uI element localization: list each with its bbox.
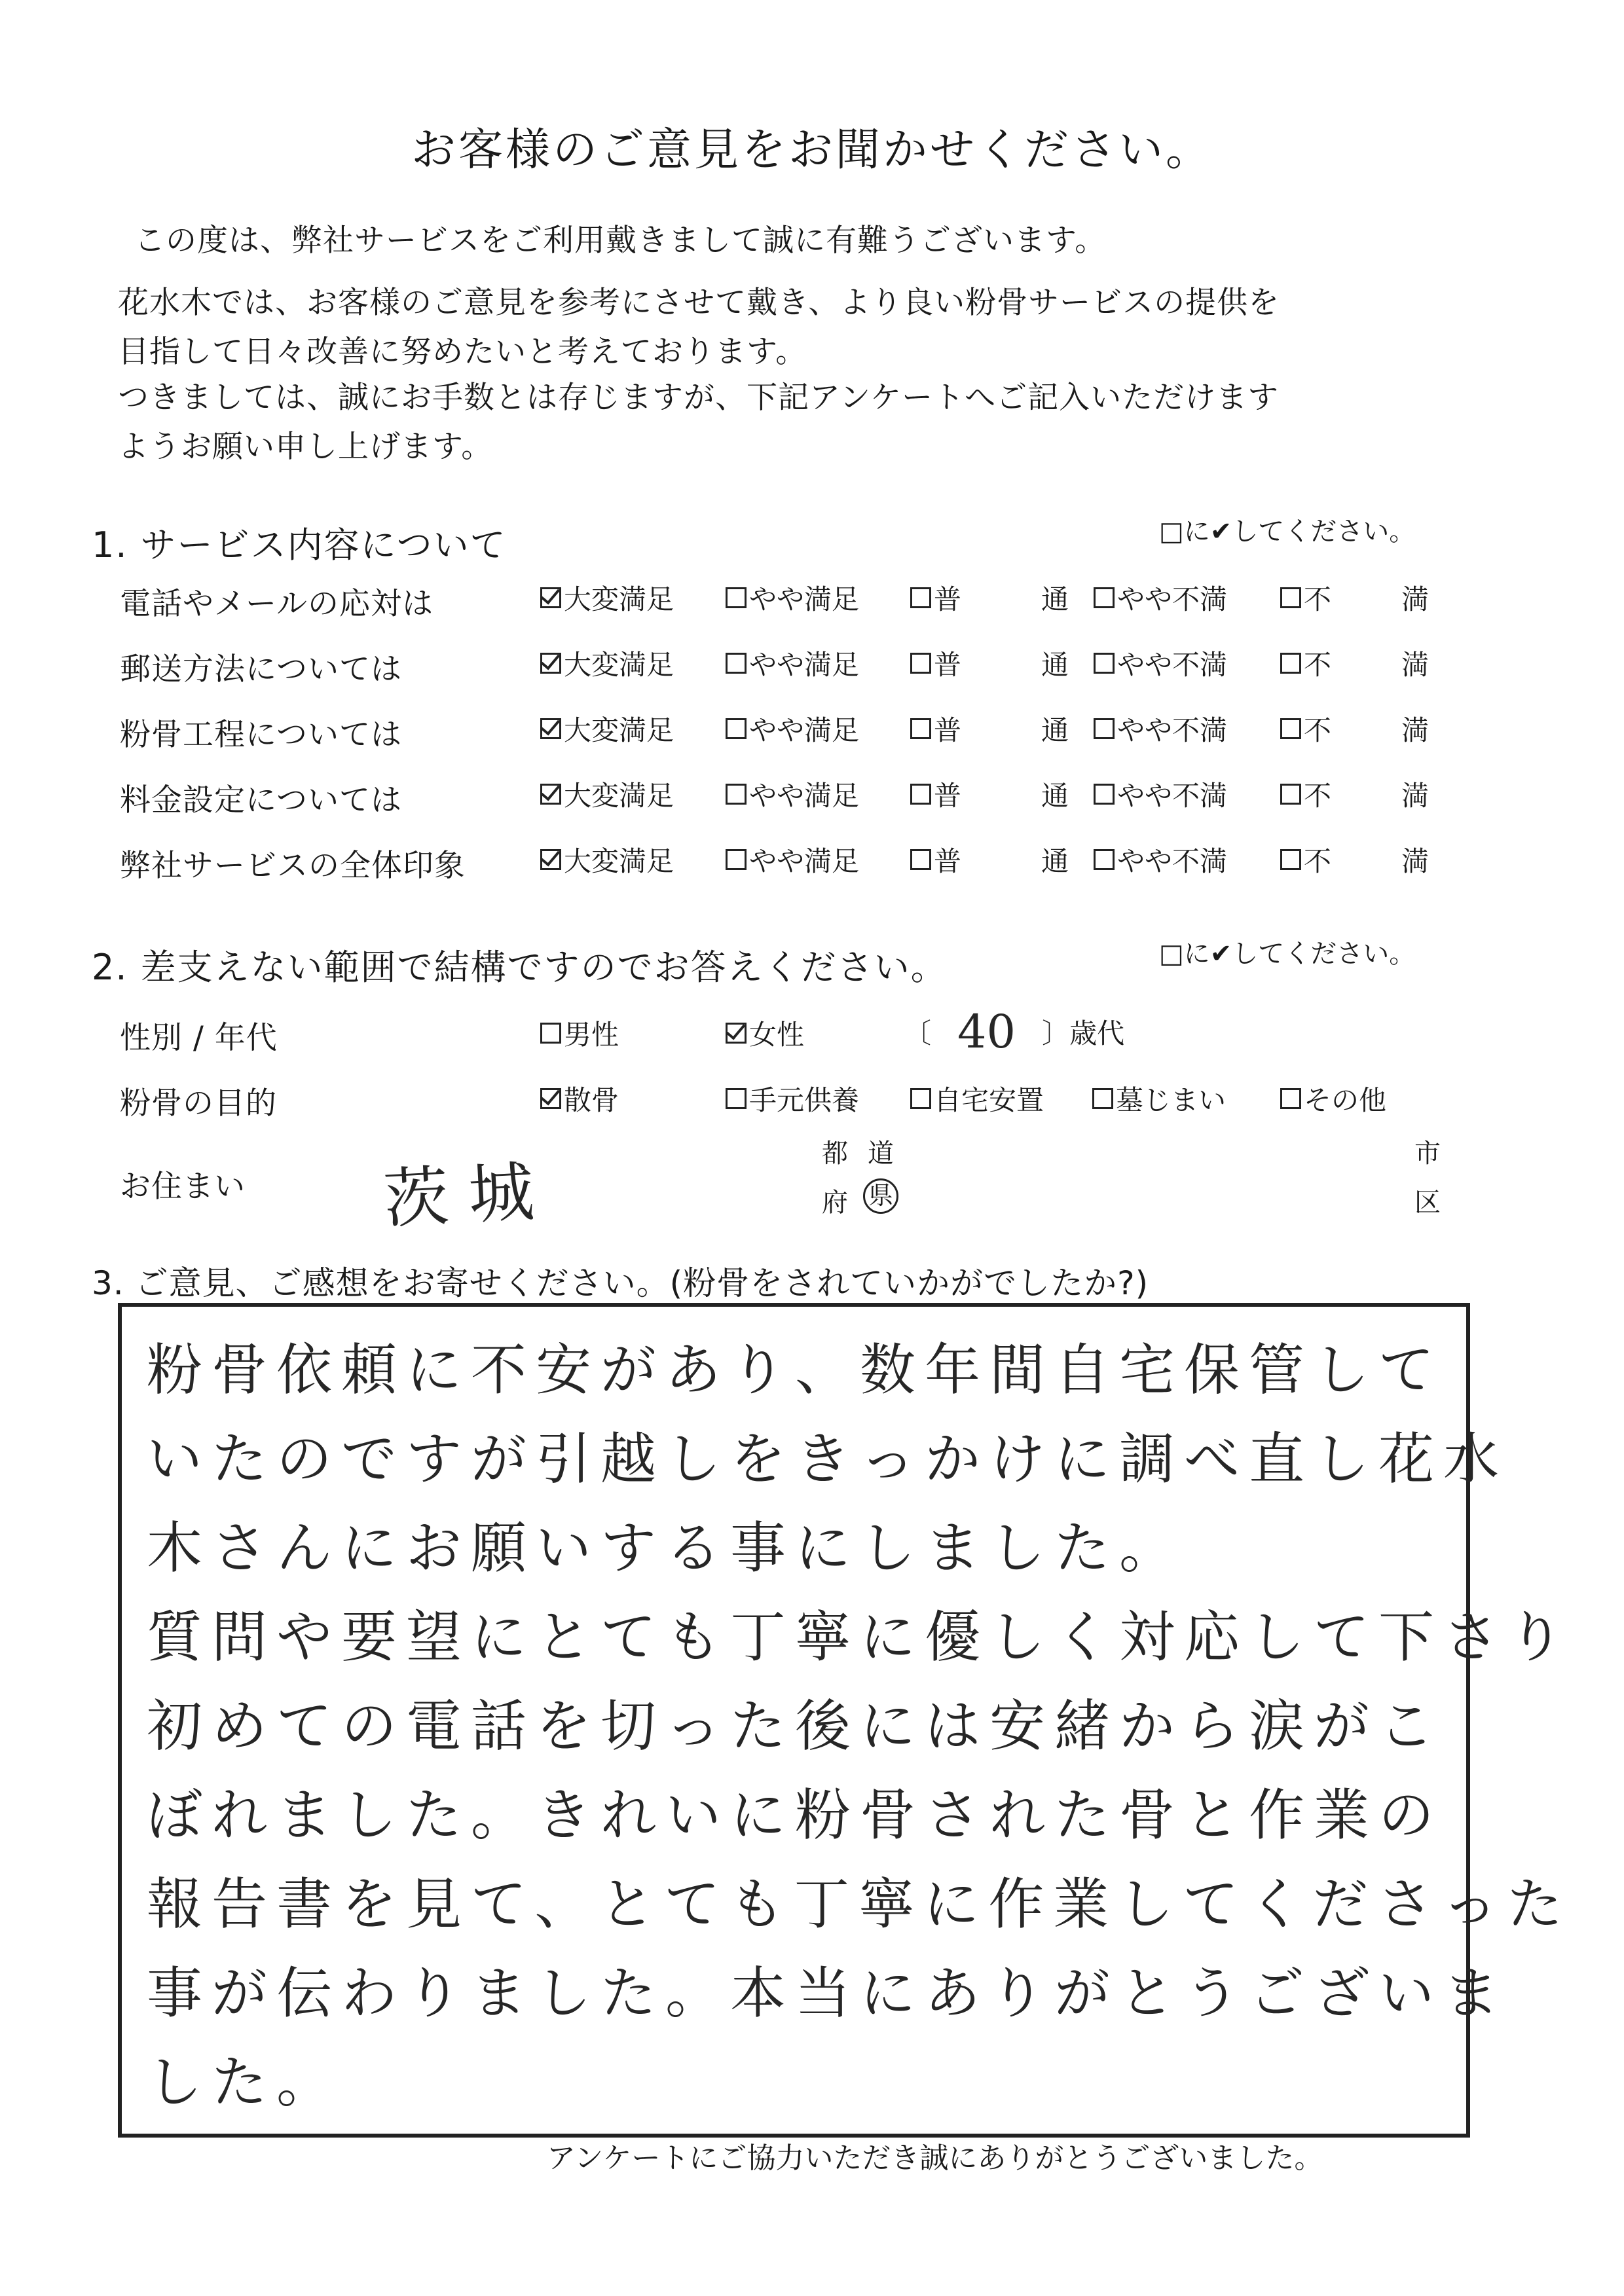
rating-checkbox[interactable] xyxy=(910,653,931,674)
age-value: 40 xyxy=(957,1005,1016,1059)
purpose-temoto-checkbox[interactable] xyxy=(726,1088,747,1109)
option-female[interactable]: 女性 xyxy=(726,1013,804,1053)
comment-line: 初めての電話を切った後には安緒から涙がこ xyxy=(147,1694,1444,1759)
rating-row-label: 電話やメールの応対は xyxy=(120,586,434,622)
rating-option[interactable]: やや満足 xyxy=(726,840,859,879)
rating-option[interactable]: やや不満 xyxy=(1094,709,1227,748)
comment-line: 木さんにお願いする事にしました。 xyxy=(147,1516,1185,1581)
section-3-heading: 3. ご意見、ご感想をお寄せください。(粉骨をされていかがでしたか?) xyxy=(92,1264,1149,1302)
rating-option[interactable]: 満 xyxy=(1401,845,1430,877)
rating-option[interactable]: 不 xyxy=(1280,774,1331,814)
rating-option[interactable]: やや満足 xyxy=(726,644,859,683)
rating-option[interactable]: やや不満 xyxy=(1094,644,1227,683)
rating-checkbox[interactable] xyxy=(1094,653,1115,674)
rating-option[interactable]: やや不満 xyxy=(1094,774,1227,814)
rating-row-label: 弊社サービスの全体印象 xyxy=(120,848,466,884)
intro-line-5: ようお願い申し上げます。 xyxy=(118,429,493,465)
rating-checkbox[interactable] xyxy=(1280,653,1301,674)
rating-checkbox[interactable] xyxy=(1280,587,1301,608)
comment-box xyxy=(118,1303,1574,2138)
rating-row-label: 郵送方法については xyxy=(120,651,403,687)
rating-option[interactable]: 通 xyxy=(1041,780,1069,812)
comment-line: した。 xyxy=(147,2050,342,2115)
pref-suffix-to: 都 xyxy=(822,1139,848,1169)
purpose-temoto[interactable]: 手元供養 xyxy=(726,1079,859,1118)
rating-option[interactable]: 通 xyxy=(1041,649,1069,681)
section-1-heading: 1. サービス内容について xyxy=(92,524,507,566)
purpose-grave-checkbox[interactable] xyxy=(1092,1088,1113,1109)
city-suffix-ku: 区 xyxy=(1414,1188,1441,1218)
purpose-grave[interactable]: 墓じまい xyxy=(1092,1079,1226,1118)
rating-option[interactable]: 大変満足 xyxy=(540,840,674,879)
rating-option[interactable]: 不 xyxy=(1280,644,1331,683)
check-hint-1: □に✔してください。 xyxy=(1159,517,1416,547)
comment-line: 質問や要望にとても丁寧に優しく対応して下さり xyxy=(147,1605,1574,1670)
survey-title: お客様のご意見をお聞かせください。 xyxy=(411,124,1213,176)
rating-option[interactable]: やや不満 xyxy=(1094,840,1227,879)
rating-option[interactable]: 満 xyxy=(1401,649,1430,681)
rating-option[interactable]: やや満足 xyxy=(726,709,859,748)
footer-thanks: アンケートにご協力いただき誠にありがとうございました。 xyxy=(547,2141,1323,2175)
purpose-home[interactable]: 自宅安置 xyxy=(910,1079,1044,1118)
rating-checkbox[interactable] xyxy=(1094,718,1115,739)
rating-checkbox[interactable] xyxy=(726,587,747,608)
rating-row-label: 料金設定については xyxy=(120,782,403,818)
rating-checkbox[interactable] xyxy=(540,784,561,805)
rating-checkbox[interactable] xyxy=(1094,587,1115,608)
rating-option[interactable]: 満 xyxy=(1401,583,1430,615)
city-suffix-shi: 市 xyxy=(1414,1139,1441,1169)
option-male[interactable]: 男性 xyxy=(540,1013,619,1053)
intro-line-2: 花水木では、お客様のご意見を参考にさせて戴き、より良い粉骨サービスの提供を xyxy=(118,285,1280,321)
rating-checkbox[interactable] xyxy=(540,587,561,608)
rating-checkbox[interactable] xyxy=(540,718,561,739)
rating-checkbox[interactable] xyxy=(726,784,747,805)
rating-option[interactable]: 通 xyxy=(1041,714,1069,746)
rating-checkbox[interactable] xyxy=(1094,849,1115,870)
rating-checkbox[interactable] xyxy=(726,653,747,674)
pref-suffix-do: 道 xyxy=(868,1139,894,1169)
rating-checkbox[interactable] xyxy=(910,849,931,870)
rating-option[interactable]: 普 xyxy=(910,578,961,617)
rating-checkbox[interactable] xyxy=(1280,849,1301,870)
comment-line: 粉骨依頼に不安があり、数年間自宅保管して xyxy=(147,1338,1444,1403)
female-checkbox[interactable] xyxy=(726,1023,747,1044)
purpose-label: 粉骨の目的 xyxy=(120,1085,277,1121)
rating-option[interactable]: 不 xyxy=(1280,578,1331,617)
purpose-scattering-checkbox[interactable] xyxy=(540,1088,561,1109)
purpose-scattering[interactable]: 散骨 xyxy=(540,1079,619,1118)
rating-option[interactable]: やや不満 xyxy=(1094,578,1227,617)
comment-text xyxy=(147,1326,1573,2128)
rating-option[interactable]: 満 xyxy=(1401,714,1430,746)
purpose-other-checkbox[interactable] xyxy=(1280,1088,1301,1109)
comment-line: ぼれました。きれいに粉骨された骨と作業の xyxy=(147,1783,1444,1848)
male-checkbox[interactable] xyxy=(540,1023,561,1044)
rating-option[interactable]: 通 xyxy=(1041,583,1069,615)
rating-option[interactable]: 通 xyxy=(1041,845,1069,877)
rating-checkbox[interactable] xyxy=(726,718,747,739)
pref-suffix-ken-circled: 県 xyxy=(863,1178,898,1214)
intro-line-1: この度は、弊社サービスをご利用戴きまして誠に有難うございます。 xyxy=(134,223,1107,259)
rating-option[interactable]: やや満足 xyxy=(726,578,859,617)
intro-line-4: つきましては、誠にお手数とは存じますが、下記アンケートへご記入いただけます xyxy=(118,380,1280,416)
check-hint-2: □に✔してください。 xyxy=(1159,939,1416,969)
age-field[interactable]: 〔 40 〕歳代 xyxy=(904,1005,1125,1059)
rating-checkbox[interactable] xyxy=(726,849,747,870)
rating-checkbox[interactable] xyxy=(1280,784,1301,805)
rating-checkbox[interactable] xyxy=(1094,784,1115,805)
rating-option[interactable]: 大変満足 xyxy=(540,774,674,814)
rating-checkbox[interactable] xyxy=(540,653,561,674)
rating-option[interactable]: 普 xyxy=(910,644,961,683)
rating-option[interactable]: 普 xyxy=(910,709,961,748)
rating-option[interactable]: 普 xyxy=(910,774,961,814)
purpose-home-checkbox[interactable] xyxy=(910,1088,931,1109)
rating-option[interactable]: 大変満足 xyxy=(540,644,674,683)
rating-checkbox[interactable] xyxy=(540,849,561,870)
intro-line-3: 目指して日々改善に努めたいと考えております。 xyxy=(118,334,807,370)
pref-suffix-fu: 府 xyxy=(822,1188,848,1218)
comment-line: 事が伝わりました。本当にありがとうございま xyxy=(147,1961,1509,2026)
rating-checkbox[interactable] xyxy=(910,718,931,739)
rating-checkbox[interactable] xyxy=(910,587,931,608)
rating-option[interactable]: 大変満足 xyxy=(540,578,674,617)
address-label: お住まい xyxy=(120,1169,246,1205)
rating-row-label: 粉骨工程については xyxy=(120,717,403,753)
rating-checkbox[interactable] xyxy=(910,784,931,805)
rating-option[interactable]: 普 xyxy=(910,840,961,879)
purpose-other[interactable]: その他 xyxy=(1280,1079,1386,1118)
rating-option[interactable]: 満 xyxy=(1401,780,1430,812)
rating-checkbox[interactable] xyxy=(1280,718,1301,739)
section-2-heading: 2. 差支えない範囲で結構ですのでお答えください。 xyxy=(92,947,948,988)
comment-line: 報告書を見て、とても丁寧に作業してくださった xyxy=(147,1872,1572,1937)
rating-option[interactable]: 不 xyxy=(1280,709,1331,748)
rating-option[interactable]: 大変満足 xyxy=(540,709,674,748)
prefecture-value: 茨城 xyxy=(381,1152,556,1238)
rating-option[interactable]: やや満足 xyxy=(726,774,859,814)
comment-line: いたのですが引越しをきっかけに調べ直し花水 xyxy=(147,1427,1509,1492)
gender-age-label: 性別 / 年代 xyxy=(120,1020,278,1056)
rating-option[interactable]: 不 xyxy=(1280,840,1331,879)
